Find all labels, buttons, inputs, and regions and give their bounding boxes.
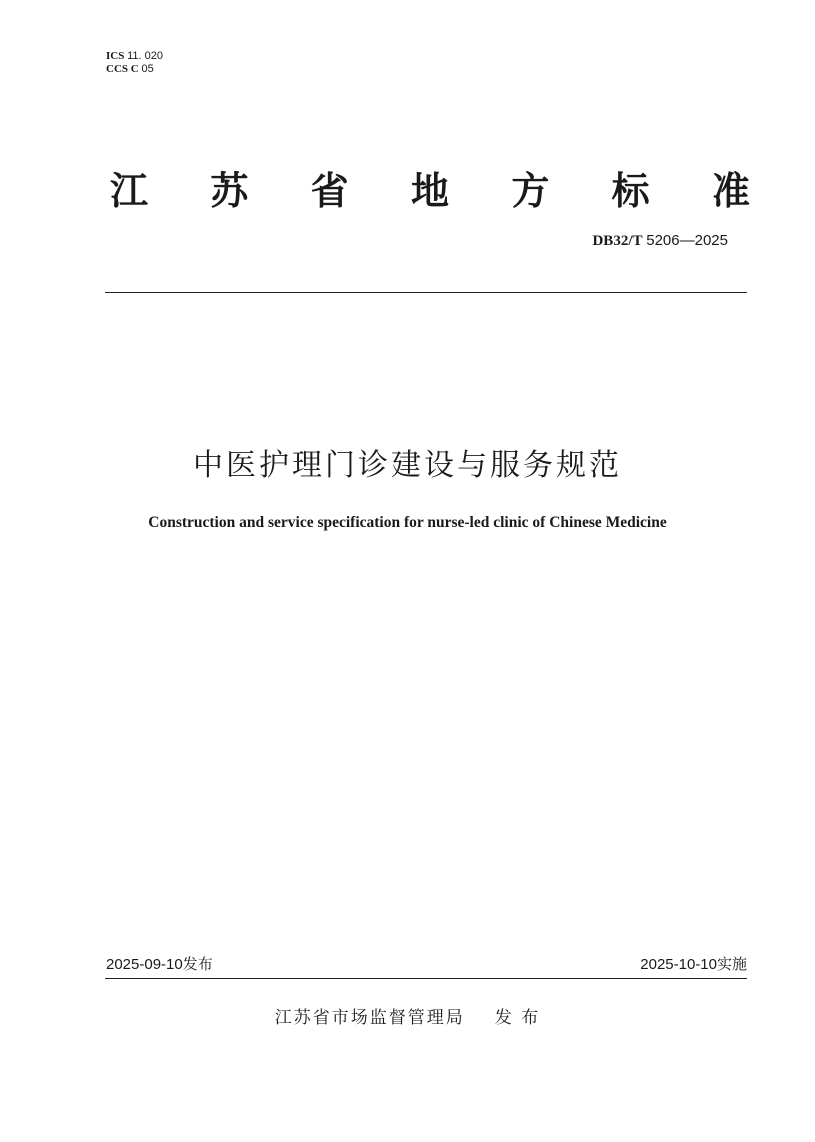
standard-type-char: 方 — [511, 169, 550, 213]
standard-number: DB32/T 5206—2025 — [592, 232, 728, 249]
publisher — [0, 1003, 815, 1028]
standard-type-char: 准 — [711, 169, 750, 213]
implementation-date: 2025-10-10实施 — [640, 956, 747, 973]
document-title-cn: 中医护理门诊建设与服务规范 — [193, 448, 622, 483]
standard-type-heading — [110, 160, 750, 213]
document-title-en: Construction and service specification for nurse-led clinic of Chinese Medicine — [148, 514, 667, 531]
classification-codes — [106, 50, 163, 76]
ics-code: ICS 11. 020 — [106, 50, 163, 62]
bottom-divider — [105, 978, 747, 979]
standard-type-char: 标 — [611, 169, 650, 213]
standard-type-char: 省 — [310, 169, 349, 213]
publisher-name: 江苏省市场监督管理局 — [274, 1008, 465, 1028]
standard-type-char: 江 — [110, 169, 149, 213]
standard-type-char: 地 — [410, 169, 449, 213]
publisher-action: 发 布 — [494, 1008, 541, 1028]
standard-type-char: 苏 — [210, 169, 249, 213]
issue-date: 2025-09-10发布 — [106, 956, 213, 973]
ccs-code: CCS C 05 — [106, 63, 154, 75]
top-divider — [105, 292, 747, 293]
